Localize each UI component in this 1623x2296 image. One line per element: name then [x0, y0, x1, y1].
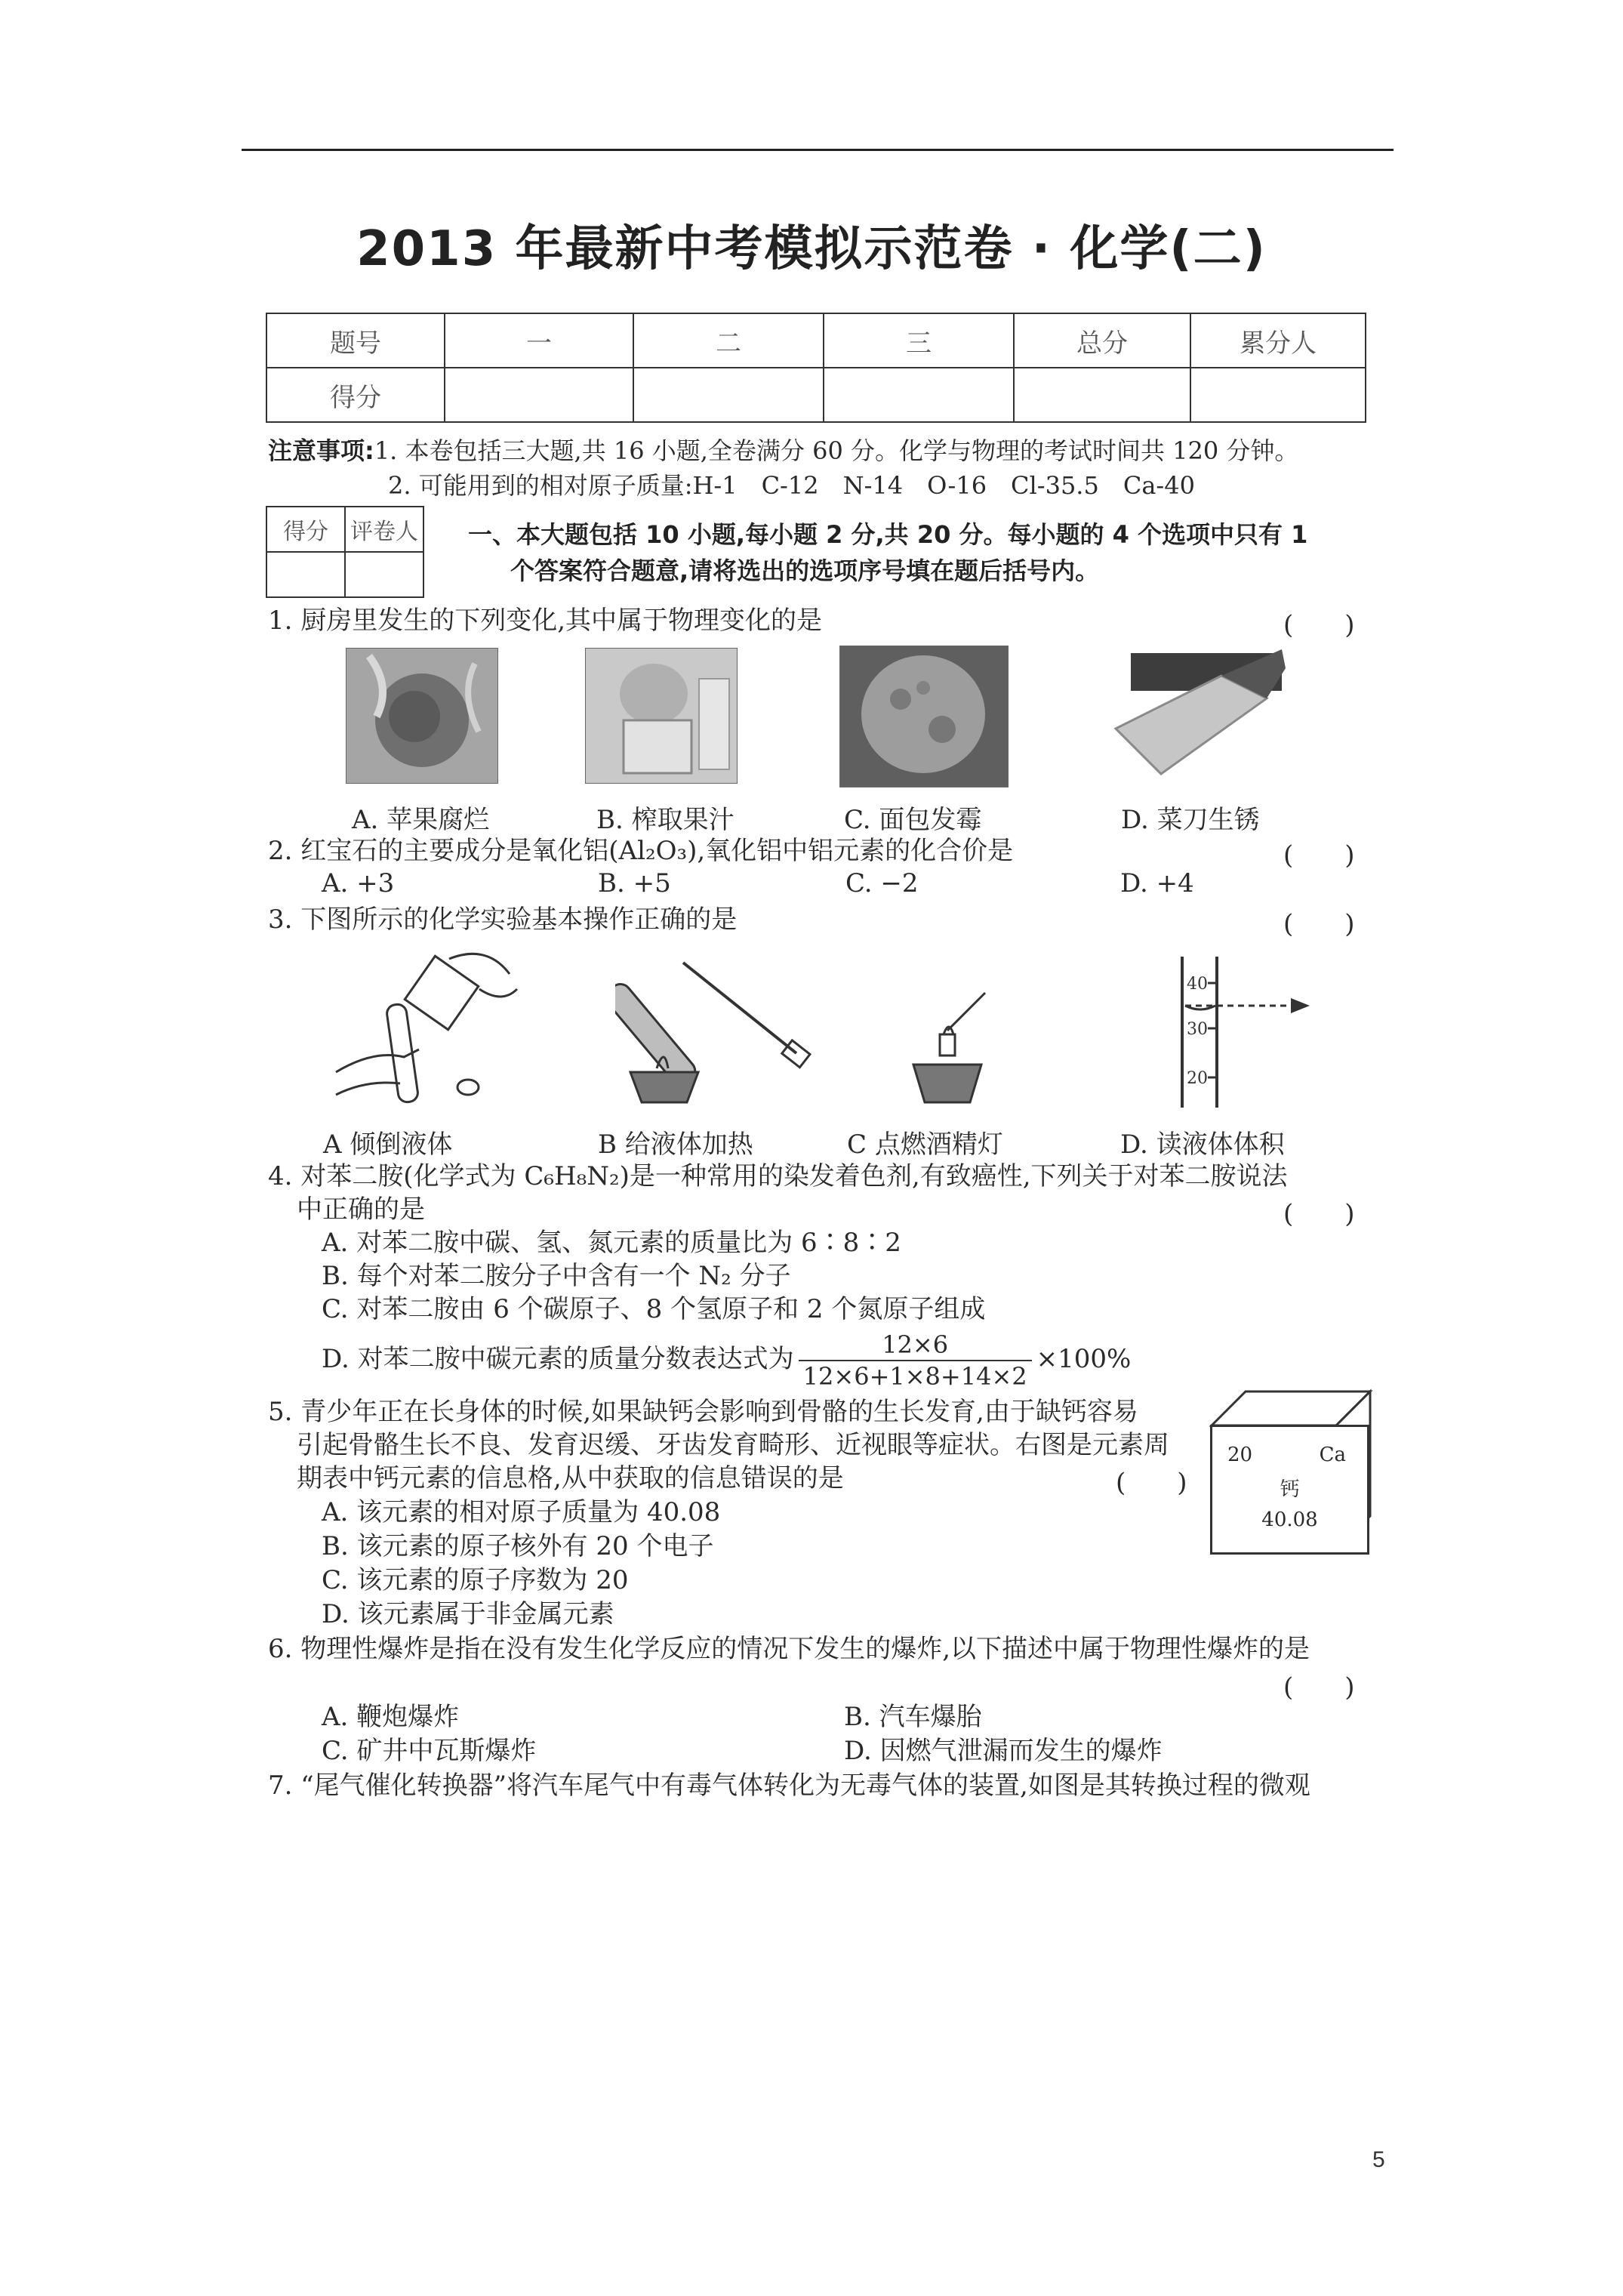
q1-option-c: C. 面包发霉 [844, 805, 982, 835]
mass-fraction-formula [799, 1330, 1032, 1391]
q5-option-c: C. 该元素的原子序数为 20 [322, 1565, 629, 1595]
heating-liquid-diagram [615, 940, 819, 1114]
q2-answer-paren[interactable]: ( ) [1283, 840, 1355, 871]
lighting-alcohol-lamp-diagram [902, 989, 1000, 1110]
fraction-denominator: 12×6+1×8+14×2 [802, 1362, 1027, 1391]
q4-option-d [322, 1327, 1131, 1391]
q3-option-b: B 给液体加热 [598, 1130, 753, 1160]
score-cell: 累分人 [1190, 313, 1366, 368]
q4-option-a: A. 对苯二胺中碳、氢、氮元素的质量比为 6∶8∶2 [322, 1228, 901, 1258]
atomic-number: 20 [1227, 1444, 1253, 1466]
score-cell [633, 368, 824, 422]
top-rule [242, 149, 1394, 151]
rusty-knife-image [1108, 646, 1286, 784]
score-table-header-row [266, 313, 1366, 368]
score-cell [824, 368, 1014, 422]
grader-cell [266, 552, 345, 597]
q3-answer-paren[interactable]: ( ) [1283, 909, 1355, 939]
q5-option-a: A. 该元素的相对原子质量为 40.08 [322, 1497, 721, 1527]
section1-heading-2: 个答案符合题意,请将选出的选项序号填在题后括号内。 [510, 556, 1100, 585]
q1-stem: 1. 厨房里发生的下列变化,其中属于物理变化的是 [268, 606, 823, 636]
page-number: 5 [1372, 2147, 1385, 2172]
q4-stem-1: 4. 对苯二胺(化学式为 C₆H₈N₂)是一种常用的染发着色剂,有致癌性,下列关于对苯二胺说法 [268, 1161, 1288, 1191]
score-cell: 得分 [266, 368, 445, 422]
grader-table [266, 506, 424, 598]
score-table-score-row [266, 368, 1366, 422]
q5-stem-2: 引起骨骼生长不良、发育迟缓、牙齿发育畸形、近视眼等症状。右图是元素周 [297, 1430, 1169, 1460]
score-cell: 题号 [266, 313, 445, 368]
q4-answer-paren[interactable]: ( ) [1283, 1199, 1355, 1229]
q2-option-a: A. +3 [322, 868, 395, 898]
q2-option-c: C. −2 [845, 868, 919, 898]
cylinder-tick-20: 20 [1187, 1069, 1208, 1088]
q2-stem: 2. 红宝石的主要成分是氧化铝(Al₂O₃),氧化铝中铝元素的化合价是 [268, 836, 1014, 866]
fraction-numerator: 12×6 [799, 1330, 1032, 1361]
juicing-photo [585, 648, 738, 784]
pouring-liquid-diagram [328, 944, 525, 1110]
q5-stem-3: 期表中钙元素的信息格,从中获取的信息错误的是 [297, 1463, 844, 1493]
score-cell: 二 [633, 313, 824, 368]
grader-score-label: 得分 [266, 507, 345, 552]
score-cell [445, 368, 633, 422]
q6-option-a: A. 鞭炮爆炸 [322, 1702, 460, 1732]
q5-stem-1: 5. 青少年正在长身体的时候,如果缺钙会影响到骨骼的生长发育,由于缺钙容易 [268, 1397, 1138, 1427]
notes-line-1 [268, 434, 1298, 467]
q5-option-d: D. 该元素属于非金属元素 [322, 1599, 614, 1629]
rotting-apple-image [346, 649, 497, 783]
q5-option-b: B. 该元素的原子核外有 20 个电子 [322, 1531, 714, 1561]
q6-option-d: D. 因燃气泄漏而发生的爆炸 [844, 1736, 1163, 1766]
score-table [266, 313, 1366, 423]
grader-person-label: 评卷人 [345, 507, 423, 552]
score-cell: 总分 [1014, 313, 1190, 368]
q6-option-b: B. 汽车爆胎 [844, 1702, 982, 1732]
q5-answer-paren[interactable]: ( ) [1116, 1468, 1187, 1498]
notes-line-2: 2. 可能用到的相对原子质量:H-1 C-12 N-14 O-16 Cl-35.5 Ca-40 [388, 471, 1195, 500]
rotting-apple-photo [346, 648, 498, 784]
q1-option-b: B. 榨取果汁 [596, 805, 735, 835]
moldy-bread-photo [839, 646, 1009, 787]
grader-cell [345, 552, 423, 597]
element-symbol: Ca [1319, 1444, 1346, 1466]
score-cell [1014, 368, 1190, 422]
section1-heading-1: 一、本大题包括 10 小题,每小题 2 分,共 20 分。每小题的 4 个选项中只有 1 [468, 520, 1308, 549]
q4-option-c: C. 对苯二胺由 6 个碳原子、8 个氢原子和 2 个氮原子组成 [322, 1294, 986, 1324]
calcium-element-card [1210, 1425, 1369, 1555]
rusty-knife-photo [1108, 646, 1286, 784]
q3-option-c: C 点燃酒精灯 [847, 1130, 1003, 1160]
page-title: 2013 年最新中考模拟示范卷 · 化学(二) [356, 221, 1267, 277]
cylinder-tick-30: 30 [1187, 1020, 1208, 1039]
q3-option-a: A 倾倒液体 [323, 1130, 453, 1160]
juicing-image [586, 649, 737, 783]
reading-volume-diagram [1163, 953, 1313, 1111]
q6-answer-paren[interactable]: ( ) [1283, 1672, 1355, 1703]
q3-stem: 3. 下图所示的化学实验基本操作正确的是 [268, 905, 738, 935]
q4-option-d-text: D. 对苯二胺中碳元素的质量分数表达式为 [322, 1344, 794, 1374]
notes-label: 注意事项: [268, 436, 374, 465]
q7-stem: 7. “尾气催化转换器”将汽车尾气中有毒气体转化为无毒气体的装置,如图是其转换过程的微观 [268, 1771, 1310, 1801]
q4-option-b: B. 每个对苯二胺分子中含有一个 N₂ 分子 [322, 1261, 791, 1291]
q4-option-d-suffix: ×100% [1036, 1344, 1132, 1374]
atomic-mass: 40.08 [1261, 1509, 1318, 1531]
q6-option-c: C. 矿井中瓦斯爆炸 [322, 1736, 537, 1766]
element-name: 钙 [1280, 1478, 1300, 1501]
q2-option-d: D. +4 [1120, 868, 1194, 898]
q1-option-d: D. 菜刀生锈 [1121, 805, 1260, 835]
q4-stem-2: 中正确的是 [297, 1194, 425, 1225]
q1-option-a: A. 苹果腐烂 [352, 805, 490, 835]
q1-answer-paren[interactable]: ( ) [1283, 610, 1355, 640]
moldy-bread-image [840, 646, 1008, 787]
score-cell: 三 [824, 313, 1014, 368]
q3-option-d: D. 读液体体积 [1120, 1130, 1285, 1160]
cylinder-tick-40: 40 [1187, 975, 1208, 994]
notes-text-1: 1. 本卷包括三大题,共 16 小题,全卷满分 60 分。化学与物理的考试时间共 120 分钟。 [374, 436, 1299, 465]
score-cell [1190, 368, 1366, 422]
q6-stem: 6. 物理性爆炸是指在没有发生化学反应的情况下发生的爆炸,以下描述中属于物理性爆炸的是 [268, 1634, 1310, 1664]
score-cell: 一 [445, 313, 633, 368]
q2-option-b: B. +5 [598, 868, 671, 898]
